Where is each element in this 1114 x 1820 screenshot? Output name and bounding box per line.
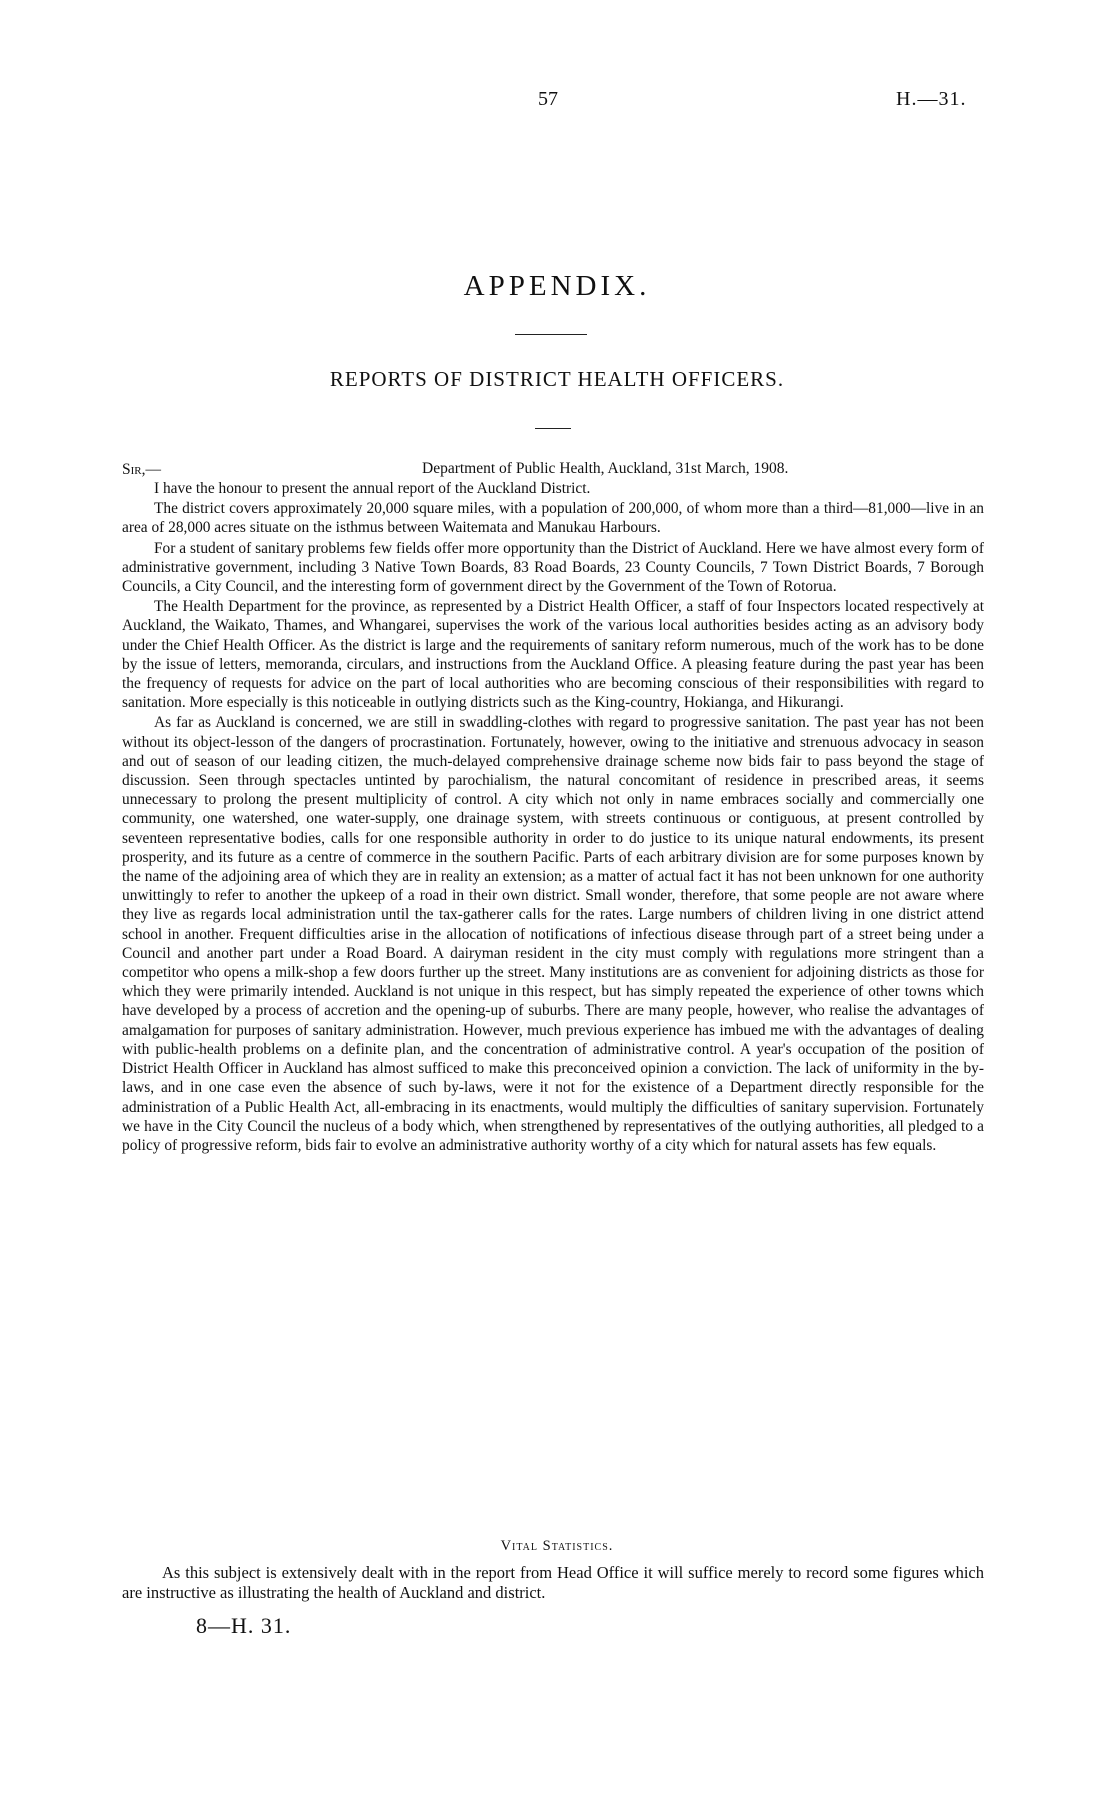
footer-code: 8—H. 31. — [196, 1613, 292, 1638]
body-paragraph: The district covers approximately 20,000 square miles, with a population of 200,000, of whom more than a third—81,000—live in an area of 28,000 acres situate on the isthmus between Waitemata and Manukau Harbours. — [122, 500, 984, 537]
divider-rule — [535, 428, 571, 429]
divider-rule — [515, 334, 587, 335]
dateline: Department of Public Health, Auckland, 31st March, 1908. — [422, 460, 789, 477]
body-paragraph: As far as Auckland is concerned, we are still in swaddling-clothes with regard to progressive sanitation. The past year has not been without its object-lesson of the dangers of procrastination. Fortunately, however, owing to the initiative and strenuous advocacy in season and out of season of our leading citizen, the much-delayed comprehensive drainage scheme now bids fair to pass beyond the stage of discussion. Seen through spectacles untinted by parochialism, the natural concomitant of residence in prescribed areas, it seems unnecessary to prolong the present multiplicity of control. A city which not only in name embraces socially and commercially one community, one watershed, one water-supply, one drainage system, with streets continuous or contiguous, at present controlled by seventeen representative bodies, calls for one responsible authority in order to do justice to its unique natural endowments, its present prosperity, and its future as a centre of commerce in the southern Pacific. Parts of each arbitrary division are for some purposes known by the name of the adjoining area of which they are in reality an extension; as a matter of actual fact it has not been unknown for one authority unwittingly to refer to another the upkeep of a road in their own district. Small wonder, therefore, that some people are not aware where they live as regards local administration until the tax-gatherer calls for the rates. Large numbers of children living in one district attend school in another. Frequent difficulties arise in the allocation of notifications of infectious disease through part of a street being under a Council and another part under a Road Board. A dairyman resident in the city must comply with regulations more stringent than a competitor who opens a milk-shop a few doors further up the street. Many institutions are as convenient for adjoining districts as those for which they were primarily intended. Auckland is not unique in this respect, but has simply repeated the experience of other towns which have developed by a process of accretion and the opening-up of suburbs. There are many people, however, who realise the advantages of amalgamation for purposes of sanitary administration. However, much previous experience has imbued me with the advantages of dealing with public-health problems on a definite plan, and the concentration of administrative control. A year's occupation of the position of District Health Officer in Auckland has almost sufficed to make this preconceived opinion a conviction. The lack of uniformity in the by-laws, and in one case even the absence of such by-laws, were it not for the existence of a Department directly responsible for the administration of a Public Health Act, all-embracing in its enactments, would multiply the difficulties of sanitary supervision. Fortunately we have in the City Council the nucleus of a body which, when strengthened by representatives of the outlying authorities, all pledged to a policy of progressive reform, bids fair to evolve an administrative authority worthy of a city which for natural assets has few equals. — [122, 714, 984, 1154]
reference-code: H.—31. — [896, 88, 967, 110]
letter-body — [122, 479, 984, 1156]
body-paragraph: The Health Department for the province, as represented by a District Health Officer, a staff of four Inspectors located respectively at Auckland, the Waikato, Thames, and Whangarei, supervises the work of the various local authorities besides acting as an advisory body under the Chief Health Officer. As the district is large and the requirements of sanitary reform numerous, much of the work has to be done by the issue of letters, memoranda, circulars, and instructions from the Auckland Office. A pleasing feature during the past year has been the frequency of requests for advice on the part of local authorities who are becoming conscious of their responsibilities with regard to sanitation. More especially is this noticeable in outlying districts such as the King-country, Hokianga, and Hikurangi. — [122, 598, 984, 712]
body-paragraph: I have the honour to present the annual report of the Auckland District. — [154, 480, 591, 497]
page-number: 57 — [538, 88, 558, 110]
body-paragraph: For a student of sanitary problems few fields offer more opportunity than the District of Auckland. Here we have almost every form of administrative government, including 3 Native Town Boards, 83 Road Boards, 23 County Councils, 7 Town District Boards, 7 Borough Councils, a City Council, and the interesting form of government direct by the Government of the Town of Rotorua. — [122, 539, 984, 596]
page-subtitle: REPORTS OF DISTRICT HEALTH OFFICERS. — [329, 367, 785, 391]
salutation: Sir,— — [122, 461, 161, 478]
section-paragraph: As this subject is extensively dealt with in the report from Head Office it will suffice merely to record some figures which are instructive as illustrating the health of Auckland and district. — [122, 1563, 984, 1602]
page-title: APPENDIX. — [463, 270, 651, 302]
section-heading: Vital Statistics. — [500, 1538, 614, 1554]
page-header — [0, 88, 1114, 118]
